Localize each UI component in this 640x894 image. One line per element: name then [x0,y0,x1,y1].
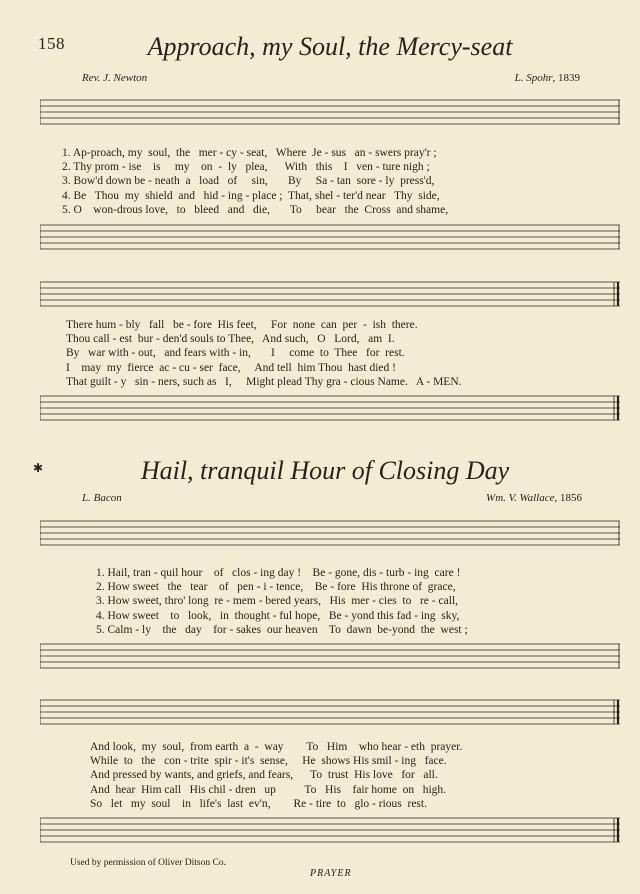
lyric-line: And look, my soul, from earth a - way To Him who hear - eth prayer. [90,741,463,753]
staff-lines [40,517,620,551]
lyric-line: 3. How sweet, thro' long re - mem - bered years, His mer - cies to re - call, [96,595,458,608]
hymn-1-treble-staff-2 [40,278,620,308]
lyric-line: And pressed by wants, and griefs, and fears, To trust His love for all. [90,769,438,782]
staff-lines [40,96,620,130]
hymn-2-year: 1856 [560,492,582,504]
lyric-line: I may my fierce ac - cu - ser face, And tell him Thou hast died ! [66,361,396,374]
lyric-line: 5. Calm - ly the day for - sakes our heaven To dawn be-yond the west ; [96,623,468,636]
hymn-1-bass-staff-2 [40,392,620,422]
hymn-1-verses-part-1 [62,146,622,217]
lyric-line: 1. Ap-proach, my soul, the mer - cy - seat, Where Je - sus an - swers pray'r ; [62,147,437,159]
lyric-line: 4. How sweet to look, in thought - ful hope, Be - yond this fad - ing sky, [96,609,460,622]
lyric-line: 2. How sweet the tear of pen - i - tence, Be - fore His throne of grace, [96,581,456,594]
lyric-line: So let my soul in life's last ev'n, Re - tire to glo - rious rest. [90,797,427,810]
lyric-line: That guilt - y sin - ners, such as I, Might plead Thy gra - cious Name. A - MEN. [66,375,462,388]
hymn-2-verses-part-1 [96,566,620,637]
permission-note: Used by permission of Oliver Ditson Co. [70,858,226,868]
staff-lines [40,640,620,674]
lyric-line: By war with - out, and fears with - in, I come to Thee for rest. [66,347,405,360]
hymn-2-verses-part-2 [90,740,620,811]
hymn-1-bass-staff-1 [40,221,620,251]
hymn-2-treble-staff-2 [40,696,620,726]
lyric-line: And hear Him call His chil - dren up To His fair home on high. [90,783,447,796]
hymn-1-words-by: Rev. J. Newton [82,72,148,84]
staff-lines [40,696,620,730]
hymn-1-words-credit [82,72,147,84]
lyric-line: Thou call - est bur - den'd souls to Thee, And such, O Lord, am I. [66,333,395,346]
hymn-1-music-by: L. Spohr [514,72,553,84]
hymn-title-2: Hail, tranquil Hour of Closing Day [140,456,510,485]
next-hymn-catchword: PRAYER [310,868,352,879]
staff-lines [40,278,620,312]
hymn-2-treble-staff-1 [40,517,620,547]
section-marker-icon: ✱ [33,461,44,475]
hymn-1-year: 1839 [558,72,580,84]
hymn-title-1: Approach, my Soul, the Mercy-seat [147,32,513,61]
staff-lines [40,221,620,255]
page-number: 158 [38,34,65,53]
lyric-line: 1. Hail, tran - quil hour of clos - ing day ! Be - gone, dis - turb - ing care ! [96,567,461,579]
lyric-line: 3. Bow'd down be - neath a load of sin, By Sa - tan sore - ly press'd, [62,175,435,188]
hymn-1-treble-staff-1 [40,96,620,126]
staff-lines [40,392,620,426]
hymn-2-music-credit: Wm. V. Wallace, 1856 [486,492,582,504]
lyric-line: While to the con - trite spir - it's sense, He shows His smil - ing face. [90,755,447,768]
lyric-line: 5. O won-drous love, to bleed and die, To bear the Cross and shame, [62,203,449,216]
hymn-2-music-by: Wm. V. Wallace [486,492,555,504]
hymn-1-verses-part-2 [66,318,626,389]
hymn-2-bass-staff-1 [40,640,620,670]
lyric-line: There hum - bly fall be - fore His feet, For none can per - ish there. [66,319,418,331]
hymn-2-words-credit [82,492,122,504]
hymn-2-words-by: L. Bacon [82,492,122,504]
hymn-1-music-credit: L. Spohr, 1839 [514,72,580,84]
lyric-line: 4. Be Thou my shield and hid - ing - place ; That, shel - ter'd near Thy side, [62,189,440,202]
hymn-2-bass-staff-2 [40,814,620,844]
lyric-line: 2. Thy prom - ise is my on - ly plea, With this I ven - ture nigh ; [62,161,430,174]
staff-lines [40,814,620,848]
